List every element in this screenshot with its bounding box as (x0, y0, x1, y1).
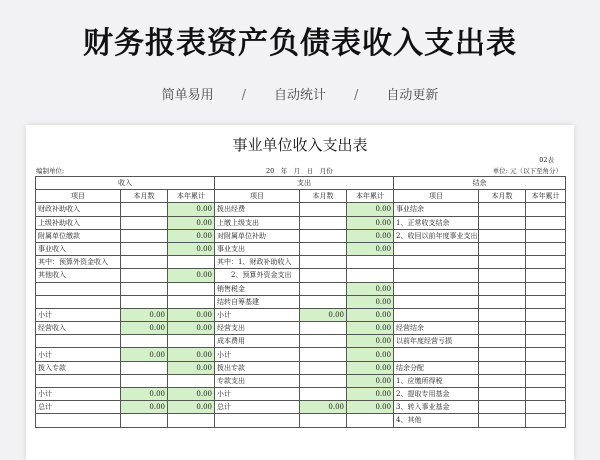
table-cell-item[interactable]: 2、收回以前年度事业支出 (394, 229, 479, 242)
table-row (36, 269, 566, 282)
table-cell-amount[interactable] (168, 374, 215, 387)
table-cell-amount[interactable] (526, 295, 566, 308)
table-cell-item[interactable] (394, 269, 479, 282)
table-cell-amount[interactable] (526, 229, 566, 242)
table-cell-amount[interactable] (479, 242, 526, 255)
table-cell-amount[interactable]: 0.00 (300, 308, 347, 321)
table-cell-amount[interactable] (479, 308, 526, 321)
table-cell-amount[interactable] (479, 388, 526, 401)
table-cell-item[interactable]: 事业结余 (394, 203, 479, 216)
feature-separator: / (354, 88, 359, 103)
table-cell-amount[interactable] (479, 282, 526, 295)
table-cell-amount[interactable]: 0.00 (347, 308, 394, 321)
org-label: 编制单位: (36, 167, 65, 175)
table-cell-amount[interactable] (526, 282, 566, 295)
table-cell-item[interactable]: 小计 (36, 308, 121, 321)
table-cell-amount[interactable]: 0.00 (168, 322, 215, 335)
table-cell-item[interactable]: 小计 (215, 348, 300, 361)
table-cell-amount[interactable]: 0.00 (121, 322, 168, 335)
table-cell-amount[interactable] (121, 269, 168, 282)
table-cell-amount[interactable] (300, 295, 347, 308)
table-cell-amount[interactable] (121, 229, 168, 242)
table-cell-amount[interactable] (168, 414, 215, 427)
table-row (36, 203, 566, 216)
table-cell-item[interactable]: 1、正常收支结余 (394, 216, 479, 229)
spreadsheet-preview (26, 125, 574, 460)
table-cell-amount[interactable] (300, 269, 347, 282)
table-cell-amount[interactable] (526, 335, 566, 348)
table-cell-amount[interactable] (526, 401, 566, 414)
table-cell-amount[interactable]: 0.00 (347, 388, 394, 401)
table-cell-amount[interactable]: 0.00 (347, 216, 394, 229)
table-cell-amount[interactable]: 0.00 (168, 269, 215, 282)
table-cell-item[interactable] (36, 335, 121, 348)
table-row (36, 335, 566, 348)
column-header: 项目 (394, 190, 479, 203)
table-cell-item[interactable]: 上缴上级支出 (215, 216, 300, 229)
table-cell-item[interactable]: 小计 (36, 348, 121, 361)
table-cell-item[interactable]: 事业收入 (36, 242, 121, 255)
table-cell-amount[interactable] (479, 216, 526, 229)
table-cell-amount[interactable] (526, 242, 566, 255)
table-cell-amount[interactable] (300, 335, 347, 348)
table-cell-amount[interactable]: 0.00 (347, 295, 394, 308)
table-cell-amount[interactable] (526, 216, 566, 229)
table-cell-amount[interactable] (300, 282, 347, 295)
table-cell-amount[interactable] (526, 361, 566, 374)
table-row (36, 361, 566, 374)
column-header: 本年累计 (168, 190, 215, 203)
table-cell-item[interactable] (394, 242, 479, 255)
table-cell-amount[interactable]: 0.00 (168, 361, 215, 374)
column-header: 项目 (215, 190, 300, 203)
table-cell-item[interactable] (394, 295, 479, 308)
table-cell-item[interactable]: 2、提取专用基金 (394, 388, 479, 401)
table-cell-amount[interactable] (300, 322, 347, 335)
table-cell-item[interactable]: 其他收入 (36, 269, 121, 282)
table-cell-amount[interactable] (526, 348, 566, 361)
table-cell-item[interactable] (36, 295, 121, 308)
table-cell-item[interactable] (394, 308, 479, 321)
table-cell-amount[interactable] (526, 322, 566, 335)
table-cell-amount[interactable] (121, 414, 168, 427)
table-cell-amount[interactable]: 0.00 (347, 361, 394, 374)
table-row (36, 374, 566, 387)
table-cell-amount[interactable] (121, 203, 168, 216)
table-cell-item[interactable]: 总计 (36, 401, 121, 414)
group-header-balance: 结余 (394, 177, 566, 190)
table-cell-item[interactable]: 经营收入 (36, 322, 121, 335)
table-cell-item[interactable]: 其中：预算外资金收入 (36, 256, 121, 269)
table-cell-amount[interactable] (121, 361, 168, 374)
table-cell-amount[interactable] (479, 269, 526, 282)
group-header-income: 收入 (36, 177, 215, 190)
table-cell-amount[interactable] (347, 256, 394, 269)
table-cell-amount[interactable] (479, 401, 526, 414)
table-cell-amount[interactable] (479, 374, 526, 387)
table-cell-amount[interactable] (121, 282, 168, 295)
table-cell-amount[interactable] (300, 361, 347, 374)
table-cell-item[interactable]: 4、其他 (394, 414, 479, 427)
table-cell-amount[interactable]: 0.00 (168, 308, 215, 321)
table-cell-amount[interactable]: 0.00 (168, 348, 215, 361)
column-header: 本月数 (300, 190, 347, 203)
table-cell-amount[interactable]: 0.00 (121, 348, 168, 361)
table-cell-amount[interactable] (479, 361, 526, 374)
table-cell-item[interactable]: 附属单位缴款 (36, 229, 121, 242)
table-cell-amount[interactable] (168, 335, 215, 348)
table-cell-item[interactable] (36, 282, 121, 295)
table-cell-amount[interactable]: 0.00 (168, 401, 215, 414)
table-cell-amount[interactable] (479, 335, 526, 348)
table-cell-amount[interactable]: 0.00 (300, 401, 347, 414)
table-cell-item[interactable]: 销售税金 (215, 282, 300, 295)
table-cell-item[interactable] (215, 414, 300, 427)
table-row (36, 414, 566, 427)
table-cell-item[interactable]: 拨出专款 (215, 361, 300, 374)
table-row (36, 242, 566, 255)
column-header: 本年累计 (526, 190, 566, 203)
table-cell-item[interactable]: 小计 (36, 388, 121, 401)
table-cell-amount[interactable] (347, 414, 394, 427)
table-cell-amount[interactable] (168, 256, 215, 269)
table-cell-item[interactable]: 经营结余 (394, 322, 479, 335)
table-cell-amount[interactable] (300, 216, 347, 229)
table-cell-item[interactable]: 小计 (215, 388, 300, 401)
table-cell-item[interactable]: 财政补助收入 (36, 203, 121, 216)
income-expense-table (35, 176, 566, 428)
table-cell-item[interactable]: 拨出经费 (215, 203, 300, 216)
table-cell-item[interactable] (36, 414, 121, 427)
table-cell-item[interactable] (36, 374, 121, 387)
feature-auto-update: 自动更新 (386, 88, 439, 103)
table-cell-amount[interactable] (300, 374, 347, 387)
table-cell-amount[interactable] (526, 269, 566, 282)
table-cell-amount[interactable] (479, 203, 526, 216)
feature-easy: 简单易用 (161, 88, 214, 103)
table-cell-amount[interactable] (479, 348, 526, 361)
table-cell-amount[interactable]: 0.00 (168, 388, 215, 401)
table-cell-amount[interactable] (479, 256, 526, 269)
table-row (36, 322, 566, 335)
table-cell-amount[interactable] (168, 295, 215, 308)
table-cell-item[interactable]: 拨入专款 (36, 361, 121, 374)
table-cell-amount[interactable]: 0.00 (347, 322, 394, 335)
table-cell-amount[interactable]: 0.00 (168, 216, 215, 229)
document-title: 事业单位收入支出表 (232, 136, 368, 154)
table-cell-item[interactable] (394, 348, 479, 361)
table-cell-amount[interactable]: 0.00 (347, 348, 394, 361)
column-header: 项目 (36, 190, 121, 203)
table-cell-amount[interactable] (300, 229, 347, 242)
table-cell-amount[interactable] (121, 335, 168, 348)
table-row (36, 229, 566, 242)
feature-separator: / (241, 88, 246, 103)
table-cell-item[interactable]: 上级补助收入 (36, 216, 121, 229)
column-header: 本月数 (121, 190, 168, 203)
table-cell-amount[interactable] (526, 256, 566, 269)
table-cell-item[interactable]: 总计 (215, 401, 300, 414)
table-cell-amount[interactable] (168, 282, 215, 295)
feature-auto-stats: 自动统计 (273, 88, 326, 103)
feature-list (0, 84, 600, 103)
table-cell-amount[interactable]: 0.00 (347, 335, 394, 348)
table-cell-amount[interactable] (300, 242, 347, 255)
table-cell-item[interactable]: 成本费用 (215, 335, 300, 348)
table-cell-item[interactable]: 1、应缴所得税 (394, 374, 479, 387)
column-header: 本月数 (479, 190, 526, 203)
table-cell-item[interactable]: 以前年度经营亏损 (394, 335, 479, 348)
table-cell-item[interactable]: 小计 (215, 308, 300, 321)
table-cell-amount[interactable] (479, 414, 526, 427)
table-row (36, 256, 566, 269)
table-row (36, 401, 566, 414)
table-cell-amount[interactable] (526, 374, 566, 387)
table-row (36, 216, 566, 229)
table-row (36, 282, 566, 295)
table-cell-item[interactable]: 经营支出 (215, 322, 300, 335)
table-cell-amount[interactable] (300, 256, 347, 269)
report-date: 20 年 月 日 月份 (266, 167, 333, 175)
table-cell-amount[interactable]: 0.00 (347, 401, 394, 414)
table-cell-amount[interactable] (479, 229, 526, 242)
table-cell-item[interactable]: 对附属单位补助 (215, 229, 300, 242)
table-cell-amount[interactable] (479, 295, 526, 308)
form-code: 02表 (539, 156, 554, 164)
table-cell-item[interactable]: 其中：1、财政补助收入 (215, 256, 300, 269)
group-header-expense: 支出 (215, 177, 394, 190)
column-header-row (36, 190, 566, 203)
table-cell-amount[interactable]: 0.00 (121, 388, 168, 401)
table-cell-amount[interactable]: 0.00 (121, 308, 168, 321)
table-row (36, 295, 566, 308)
table-cell-item[interactable]: 3、转入事业基金 (394, 401, 479, 414)
table-cell-item[interactable]: 事业支出 (215, 242, 300, 255)
table-cell-amount[interactable]: 0.00 (121, 401, 168, 414)
table-cell-amount[interactable] (526, 203, 566, 216)
table-cell-amount[interactable] (300, 203, 347, 216)
table-row (36, 348, 566, 361)
table-cell-amount[interactable]: 0.00 (347, 282, 394, 295)
table-cell-item[interactable]: 结余分配 (394, 361, 479, 374)
table-cell-amount[interactable] (300, 414, 347, 427)
column-header: 本年累计 (347, 190, 394, 203)
table-row (36, 308, 566, 321)
table-cell-amount[interactable] (121, 242, 168, 255)
table-cell-amount[interactable] (121, 256, 168, 269)
table-cell-amount[interactable] (347, 269, 394, 282)
table-cell-amount[interactable]: 0.00 (347, 229, 394, 242)
table-cell-amount[interactable] (300, 388, 347, 401)
table-cell-amount[interactable] (121, 295, 168, 308)
table-cell-amount[interactable] (526, 308, 566, 321)
table-cell-amount[interactable]: 0.00 (347, 242, 394, 255)
group-header-row (36, 177, 566, 190)
table-cell-item[interactable] (394, 256, 479, 269)
table-cell-item[interactable] (394, 282, 479, 295)
table-row (36, 388, 566, 401)
table-cell-amount[interactable]: 0.00 (168, 242, 215, 255)
table-cell-amount[interactable] (121, 374, 168, 387)
table-cell-amount[interactable] (300, 348, 347, 361)
table-cell-item[interactable]: 结转自筹基建 (215, 295, 300, 308)
table-body (36, 203, 566, 427)
table-cell-amount[interactable]: 0.00 (347, 374, 394, 387)
page-title: 财务报表资产负债表收入支出表 (83, 26, 517, 61)
table-cell-amount[interactable] (479, 322, 526, 335)
table-cell-item[interactable]: 专款支出 (215, 374, 300, 387)
table-cell-amount[interactable]: 0.00 (168, 229, 215, 242)
unit-label: 单位: 元（以下至角分） (492, 167, 562, 175)
table-cell-amount[interactable]: 0.00 (168, 203, 215, 216)
table-cell-amount[interactable] (121, 216, 168, 229)
table-cell-item[interactable]: 2、预算外资金支出 (215, 269, 300, 282)
table-cell-amount[interactable] (526, 414, 566, 427)
table-cell-amount[interactable]: 0.00 (347, 203, 394, 216)
table-cell-amount[interactable] (526, 388, 566, 401)
